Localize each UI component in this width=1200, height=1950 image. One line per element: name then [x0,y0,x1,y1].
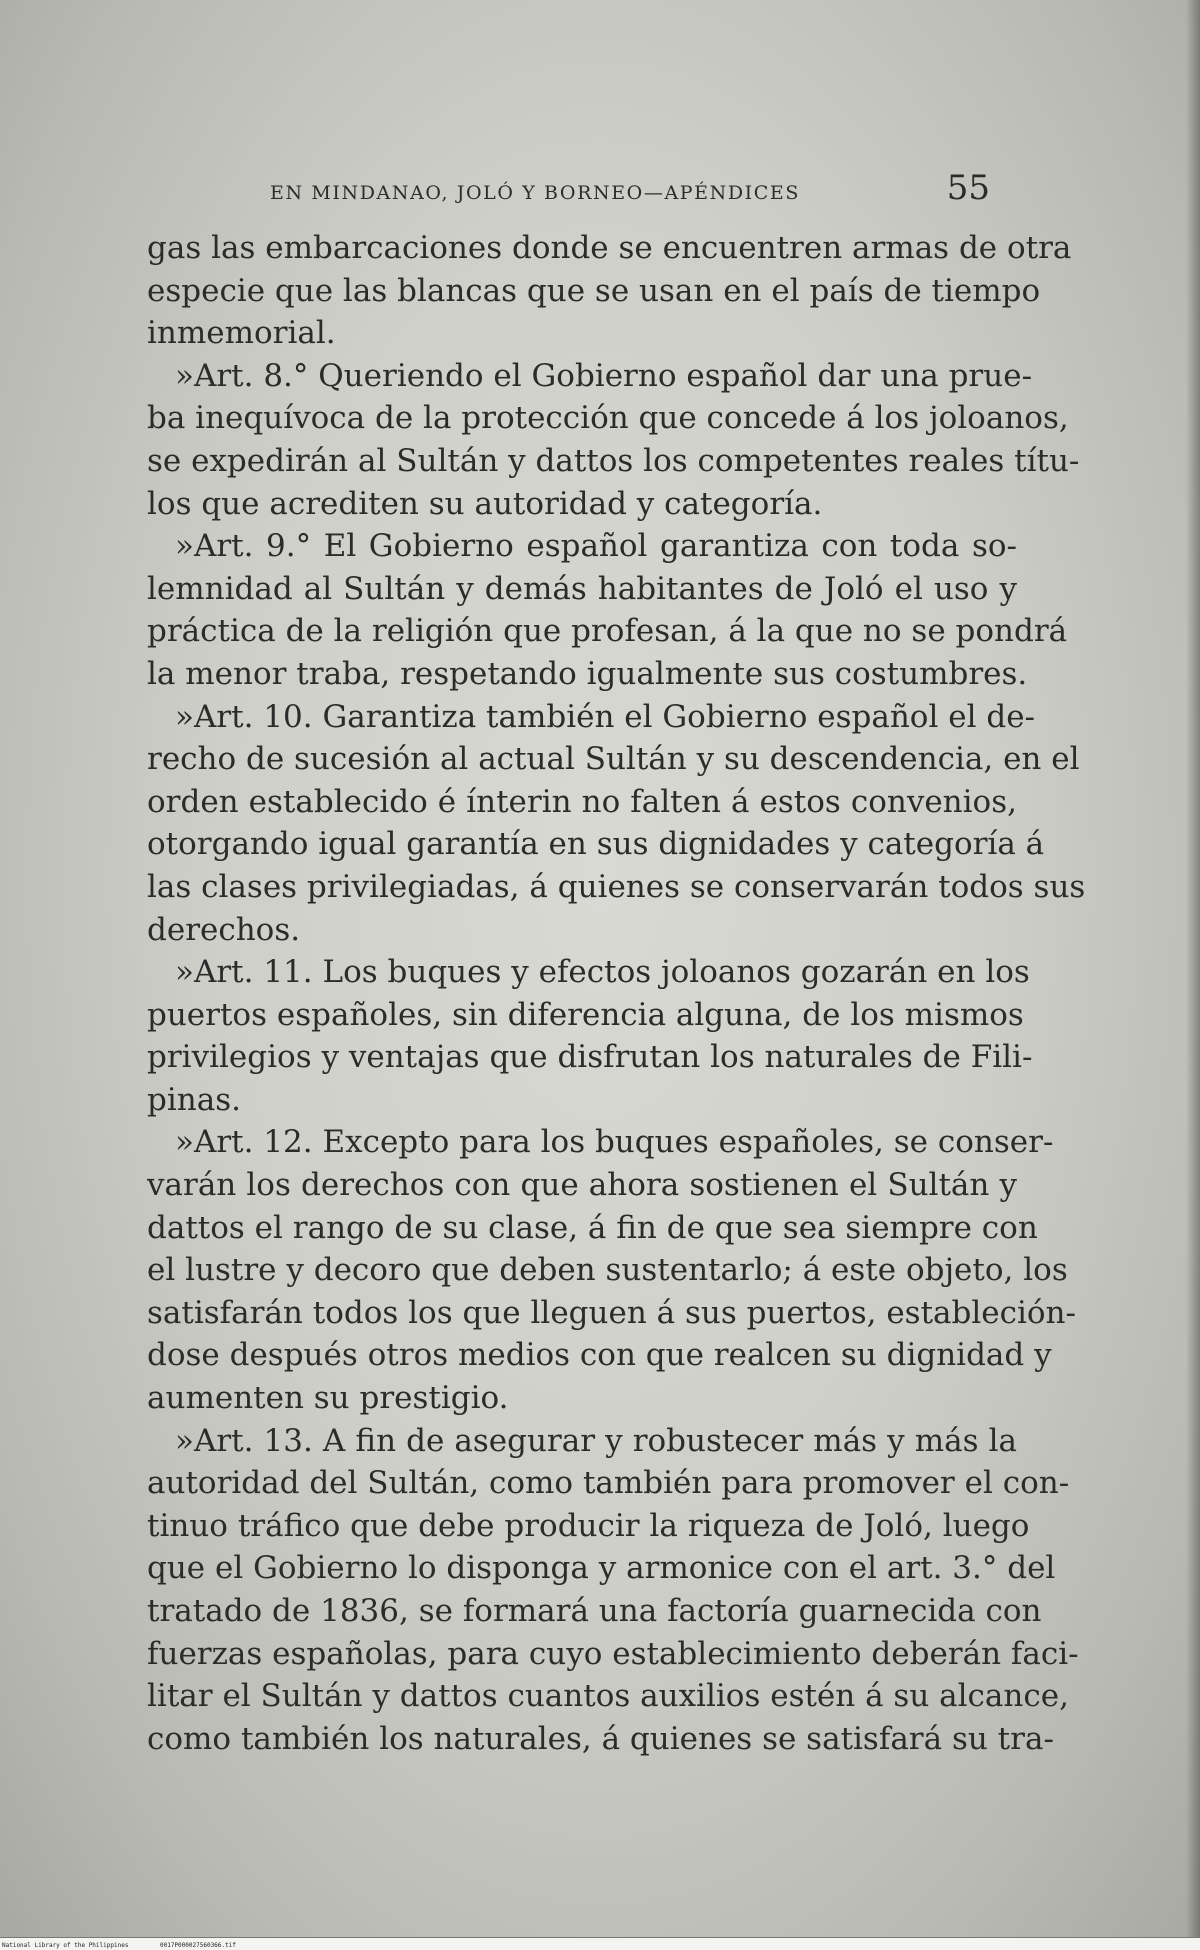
text-line: gas las embarcaciones donde se encuentren armas de otra [147,230,1072,266]
footer-credit: National Library of the Philippines [2,1942,129,1949]
text-line: dattos el rango de su clase, á fin de que sea siempre con [147,1209,1038,1246]
text-line: »Art. 10. Garantiza también el Gobierno español el de- [175,698,1036,735]
page-number: 55 [946,168,990,208]
footer-filename: 0017P000027560366.tif [160,1942,236,1949]
page-header [270,168,990,228]
text-line: se expedirán al Sultán y dattos los competentes reales títu- [147,442,1080,479]
text-line: tinuo tráfico que debe producir la riqueza de Joló, luego [147,1507,1030,1544]
text-line: inmemorial. [147,315,336,352]
text-line: fuerzas españolas, para cuyo establecimiento deberán faci- [147,1635,1079,1672]
text-line: pinas. [147,1081,241,1118]
text-line: tratado de 1836, se formará una factoría guarnecida con [147,1593,1042,1629]
text-line: puertos españoles, sin diferencia alguna, de los mismos [147,996,1024,1033]
text-line: como también los naturales, á quienes se satisfará su tra- [147,1720,1054,1757]
text-line: »Art. 11. Los buques y efectos joloanos gozarán en los [175,954,1030,991]
text-line: el lustre y decoro que deben sustentarlo; á este objeto, los [147,1252,1068,1289]
text-line: satisfarán todos los que lleguen á sus puertos, estableción- [147,1294,1077,1331]
text-line: la menor traba, respetando igualmente sus costumbres. [147,655,1028,692]
text-line: otorgando igual garantía en sus dignidades y categoría á [147,826,1045,863]
page-edge-shadow [1186,0,1200,1950]
text-line: orden establecido é ínterin no falten á estos convenios, [147,783,1017,820]
body-text [147,227,1086,1760]
text-line: recho de sucesión al actual Sultán y su descendencia, en el [147,741,1080,778]
text-line: lemnidad al Sultán y demás habitantes de Joló el uso y [147,570,1017,607]
text-line: »Art. 8.° Queriendo el Gobierno español dar una prue- [175,357,1033,394]
text-line: litar el Sultán y dattos cuantos auxilios estén á su alcance, [147,1678,1069,1715]
text-line: aumenten su prestigio. [147,1380,509,1417]
text-line: especie que las blancas que se usan en el país de tiempo [147,272,1041,309]
running-head: EN MINDANAO, JOLÓ Y BORNEO—APÉNDICES [270,182,801,204]
text-line: los que acrediten su autoridad y categoría. [147,485,823,522]
scan-footer-strip [0,1937,1200,1950]
text-line: »Art. 9.° El Gobierno español garantiza con toda so- [175,528,1017,565]
text-line: ba inequívoca de la protección que concede á los joloanos, [147,400,1069,437]
text-line: »Art. 12. Excepto para los buques españoles, se conser- [175,1124,1054,1161]
text-line: autoridad del Sultán, como también para promover el con- [147,1465,1070,1502]
text-line: que el Gobierno lo disponga y armonice con el art. 3.° del [147,1550,1056,1587]
text-line: varán los derechos con que ahora sostienen el Sultán y [147,1167,1017,1204]
text-line: práctica de la religión que profesan, á la que no se pondrá [147,613,1068,650]
text-line: derechos. [147,911,301,948]
text-line: dose después otros medios con que realcen su dignidad y [147,1337,1052,1374]
text-line: las clases privilegiadas, á quienes se conservarán todos sus [147,868,1086,905]
text-line: privilegios y ventajas que disfrutan los naturales de Fili- [147,1039,1033,1076]
text-line: »Art. 13. A fin de asegurar y robustecer más y más la [175,1422,1017,1459]
